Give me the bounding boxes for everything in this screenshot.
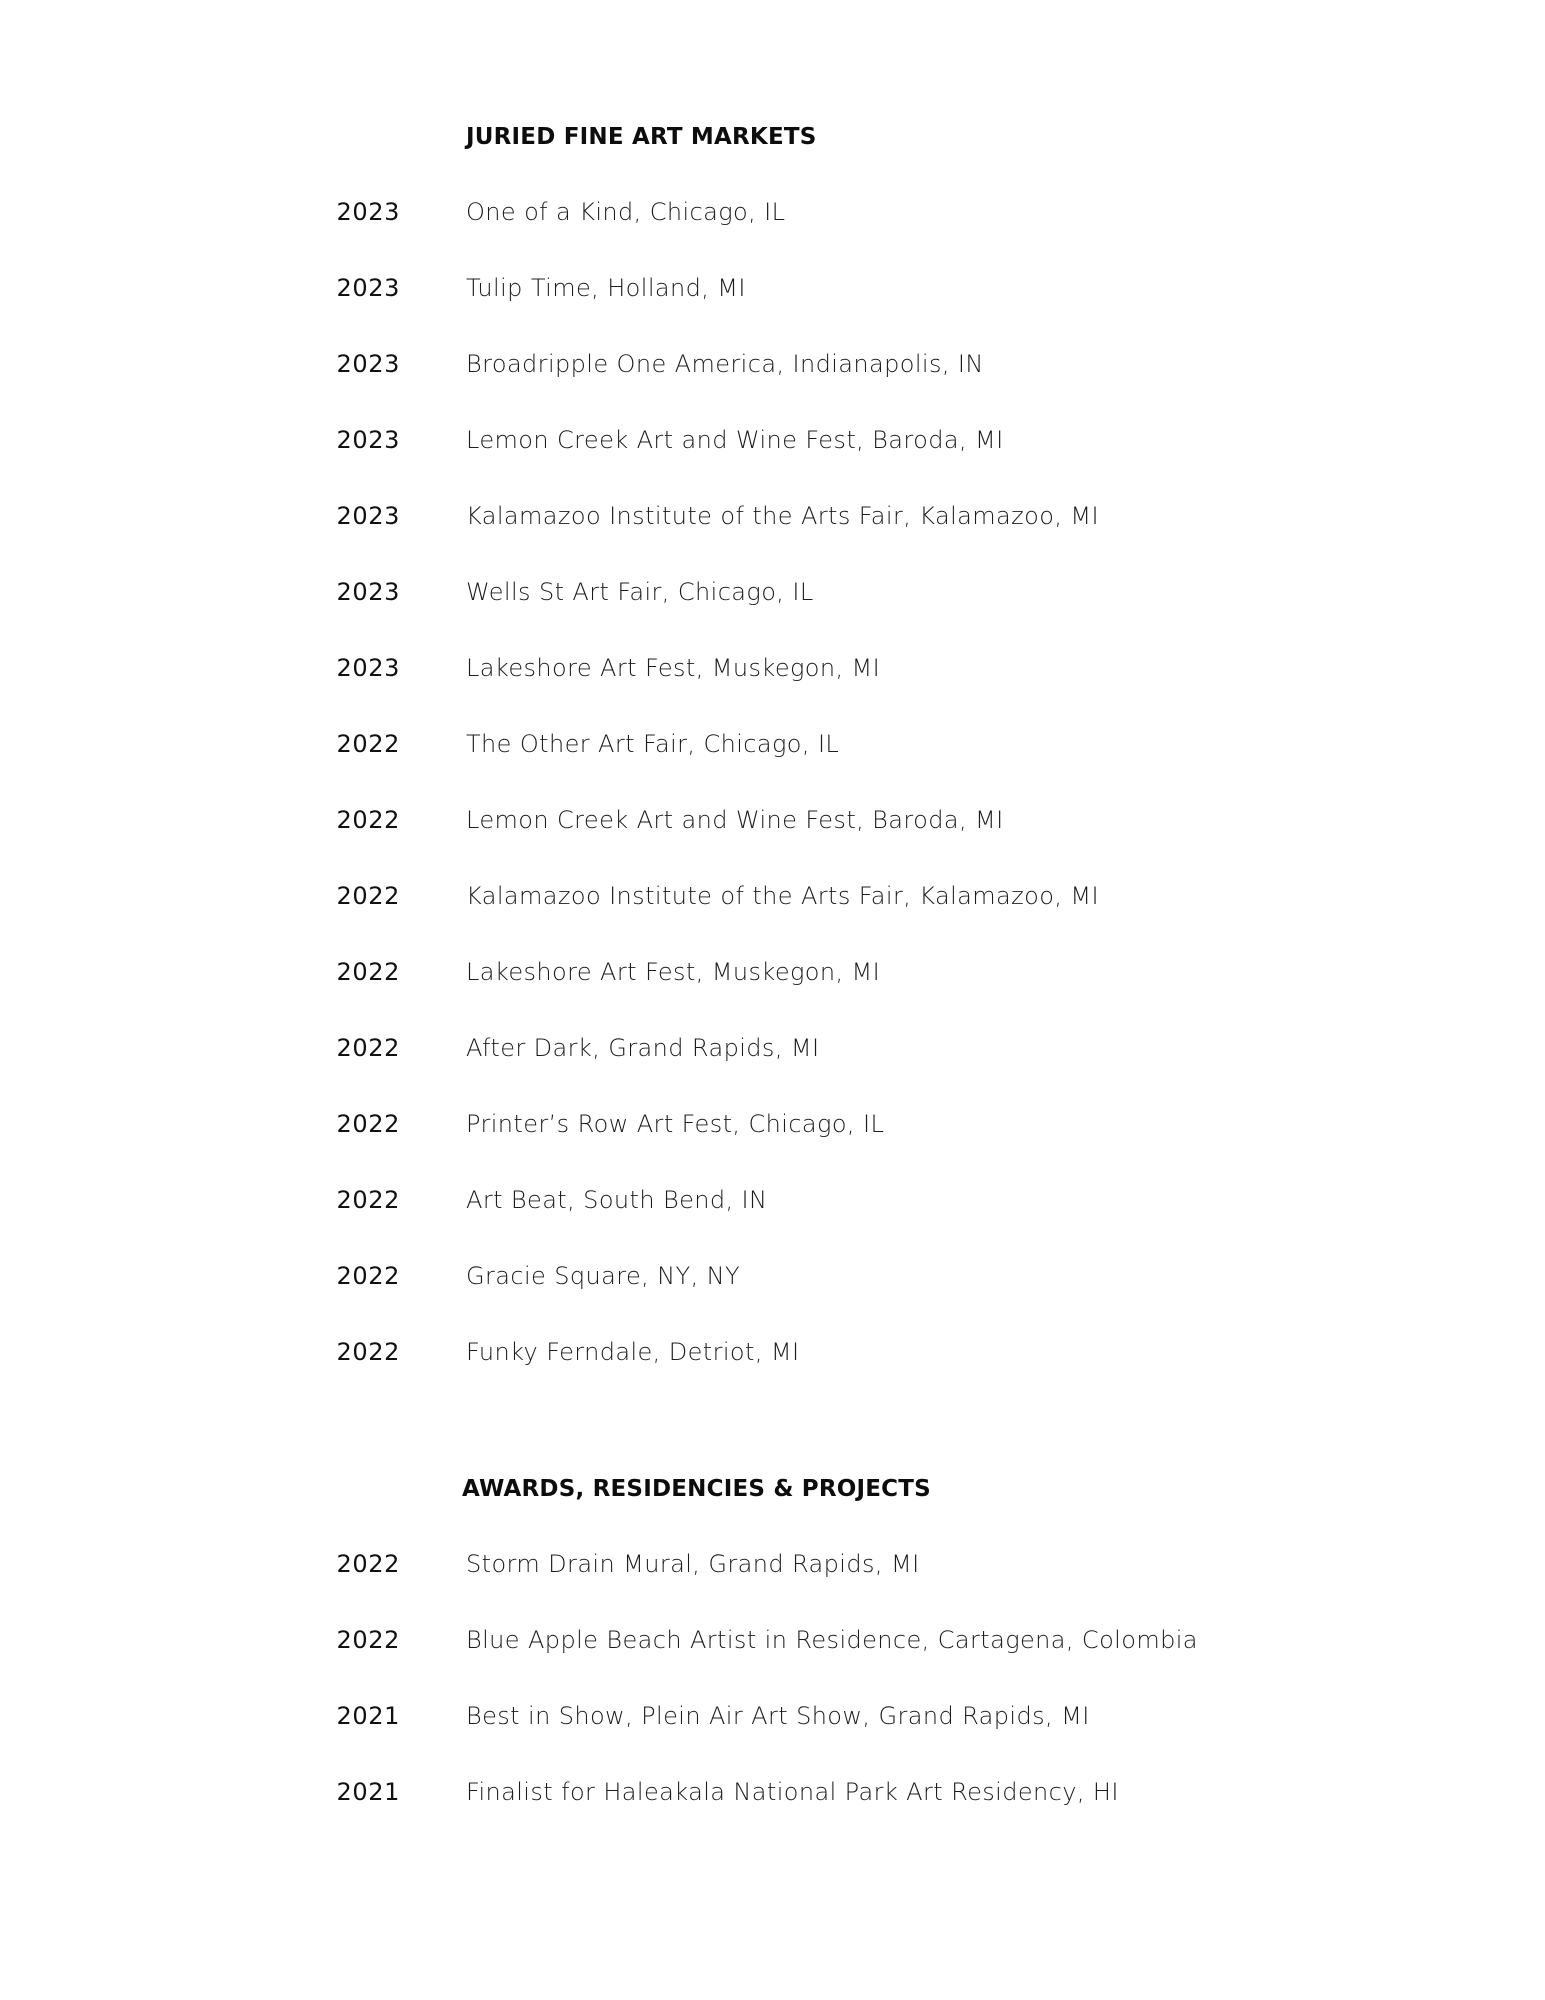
list-item [0, 958, 1545, 998]
entry-title: Lakeshore Art Fest, Muskegon, MI [466, 958, 881, 986]
entry-year: 2023 [336, 274, 400, 302]
entry-title: Lemon Creek Art and Wine Fest, Baroda, MI [466, 426, 1004, 454]
list-item [0, 578, 1545, 618]
entry-year: 2023 [336, 654, 400, 682]
entry-title: Kalamazoo Institute of the Arts Fair, Kalamazoo, MI [466, 502, 1099, 530]
entry-title: Lakeshore Art Fest, Muskegon, MI [466, 654, 881, 682]
entry-title: Wells St Art Fair, Chicago, IL [466, 578, 814, 606]
list-item [0, 1034, 1545, 1074]
entry-title: Finalist for Haleakala National Park Art Residency, HI [466, 1778, 1119, 1806]
entry-year: 2022 [336, 1262, 400, 1290]
list-item [0, 1778, 1545, 1818]
entry-title: After Dark, Grand Rapids, MI [466, 1034, 820, 1062]
list-item [0, 1262, 1545, 1302]
list-item [0, 1186, 1545, 1226]
entry-title: Storm Drain Mural, Grand Rapids, MI [466, 1550, 920, 1578]
list-item [0, 198, 1545, 238]
entry-year: 2022 [336, 1110, 400, 1138]
entry-year: 2022 [336, 1338, 400, 1366]
list-item [0, 882, 1545, 922]
entry-title: Gracie Square, NY, NY [466, 1262, 741, 1290]
list-item [0, 806, 1545, 846]
list-item [0, 1550, 1545, 1590]
entry-title: Art Beat, South Bend, IN [466, 1186, 768, 1214]
entry-title: Kalamazoo Institute of the Arts Fair, Kalamazoo, MI [466, 882, 1099, 910]
entry-title: Blue Apple Beach Artist in Residence, Cartagena, Colombia [466, 1626, 1198, 1654]
list-item [0, 654, 1545, 694]
list-item [0, 1110, 1545, 1150]
entry-title: Lemon Creek Art and Wine Fest, Baroda, MI [466, 806, 1004, 834]
entry-year: 2023 [336, 426, 400, 454]
list-item [0, 274, 1545, 314]
entry-year: 2023 [336, 578, 400, 606]
list-item [0, 1702, 1545, 1742]
entry-year: 2022 [336, 1626, 400, 1654]
entry-year: 2022 [336, 730, 400, 758]
entry-title: Broadripple One America, Indianapolis, IN [466, 350, 984, 378]
list-item [0, 1338, 1545, 1378]
list-item [0, 502, 1545, 542]
entry-year: 2022 [336, 882, 400, 910]
entry-year: 2022 [336, 1550, 400, 1578]
entry-title: The Other Art Fair, Chicago, IL [466, 730, 840, 758]
entry-title: Funky Ferndale, Detriot, MI [466, 1338, 800, 1366]
section-heading-juried-fine-art-markets: JURIED FINE ART MARKETS [466, 124, 817, 150]
entry-title: One of a Kind, Chicago, IL [466, 198, 786, 226]
entry-year: 2023 [336, 350, 400, 378]
section-heading-awards-residencies-projects: AWARDS, RESIDENCIES & PROJECTS [462, 1476, 931, 1502]
entry-year: 2023 [336, 198, 400, 226]
entry-title: Best in Show, Plein Air Art Show, Grand Rapids, MI [466, 1702, 1090, 1730]
entry-year: 2022 [336, 1186, 400, 1214]
list-item [0, 426, 1545, 466]
list-item [0, 350, 1545, 390]
list-item [0, 730, 1545, 770]
entry-year: 2023 [336, 502, 400, 530]
entry-year: 2022 [336, 1034, 400, 1062]
entry-year: 2022 [336, 806, 400, 834]
entry-title: Tulip Time, Holland, MI [466, 274, 746, 302]
list-item [0, 1626, 1545, 1666]
entry-year: 2022 [336, 958, 400, 986]
entry-year: 2021 [336, 1702, 400, 1730]
entry-year: 2021 [336, 1778, 400, 1806]
entry-title: Printer’s Row Art Fest, Chicago, IL [466, 1110, 885, 1138]
